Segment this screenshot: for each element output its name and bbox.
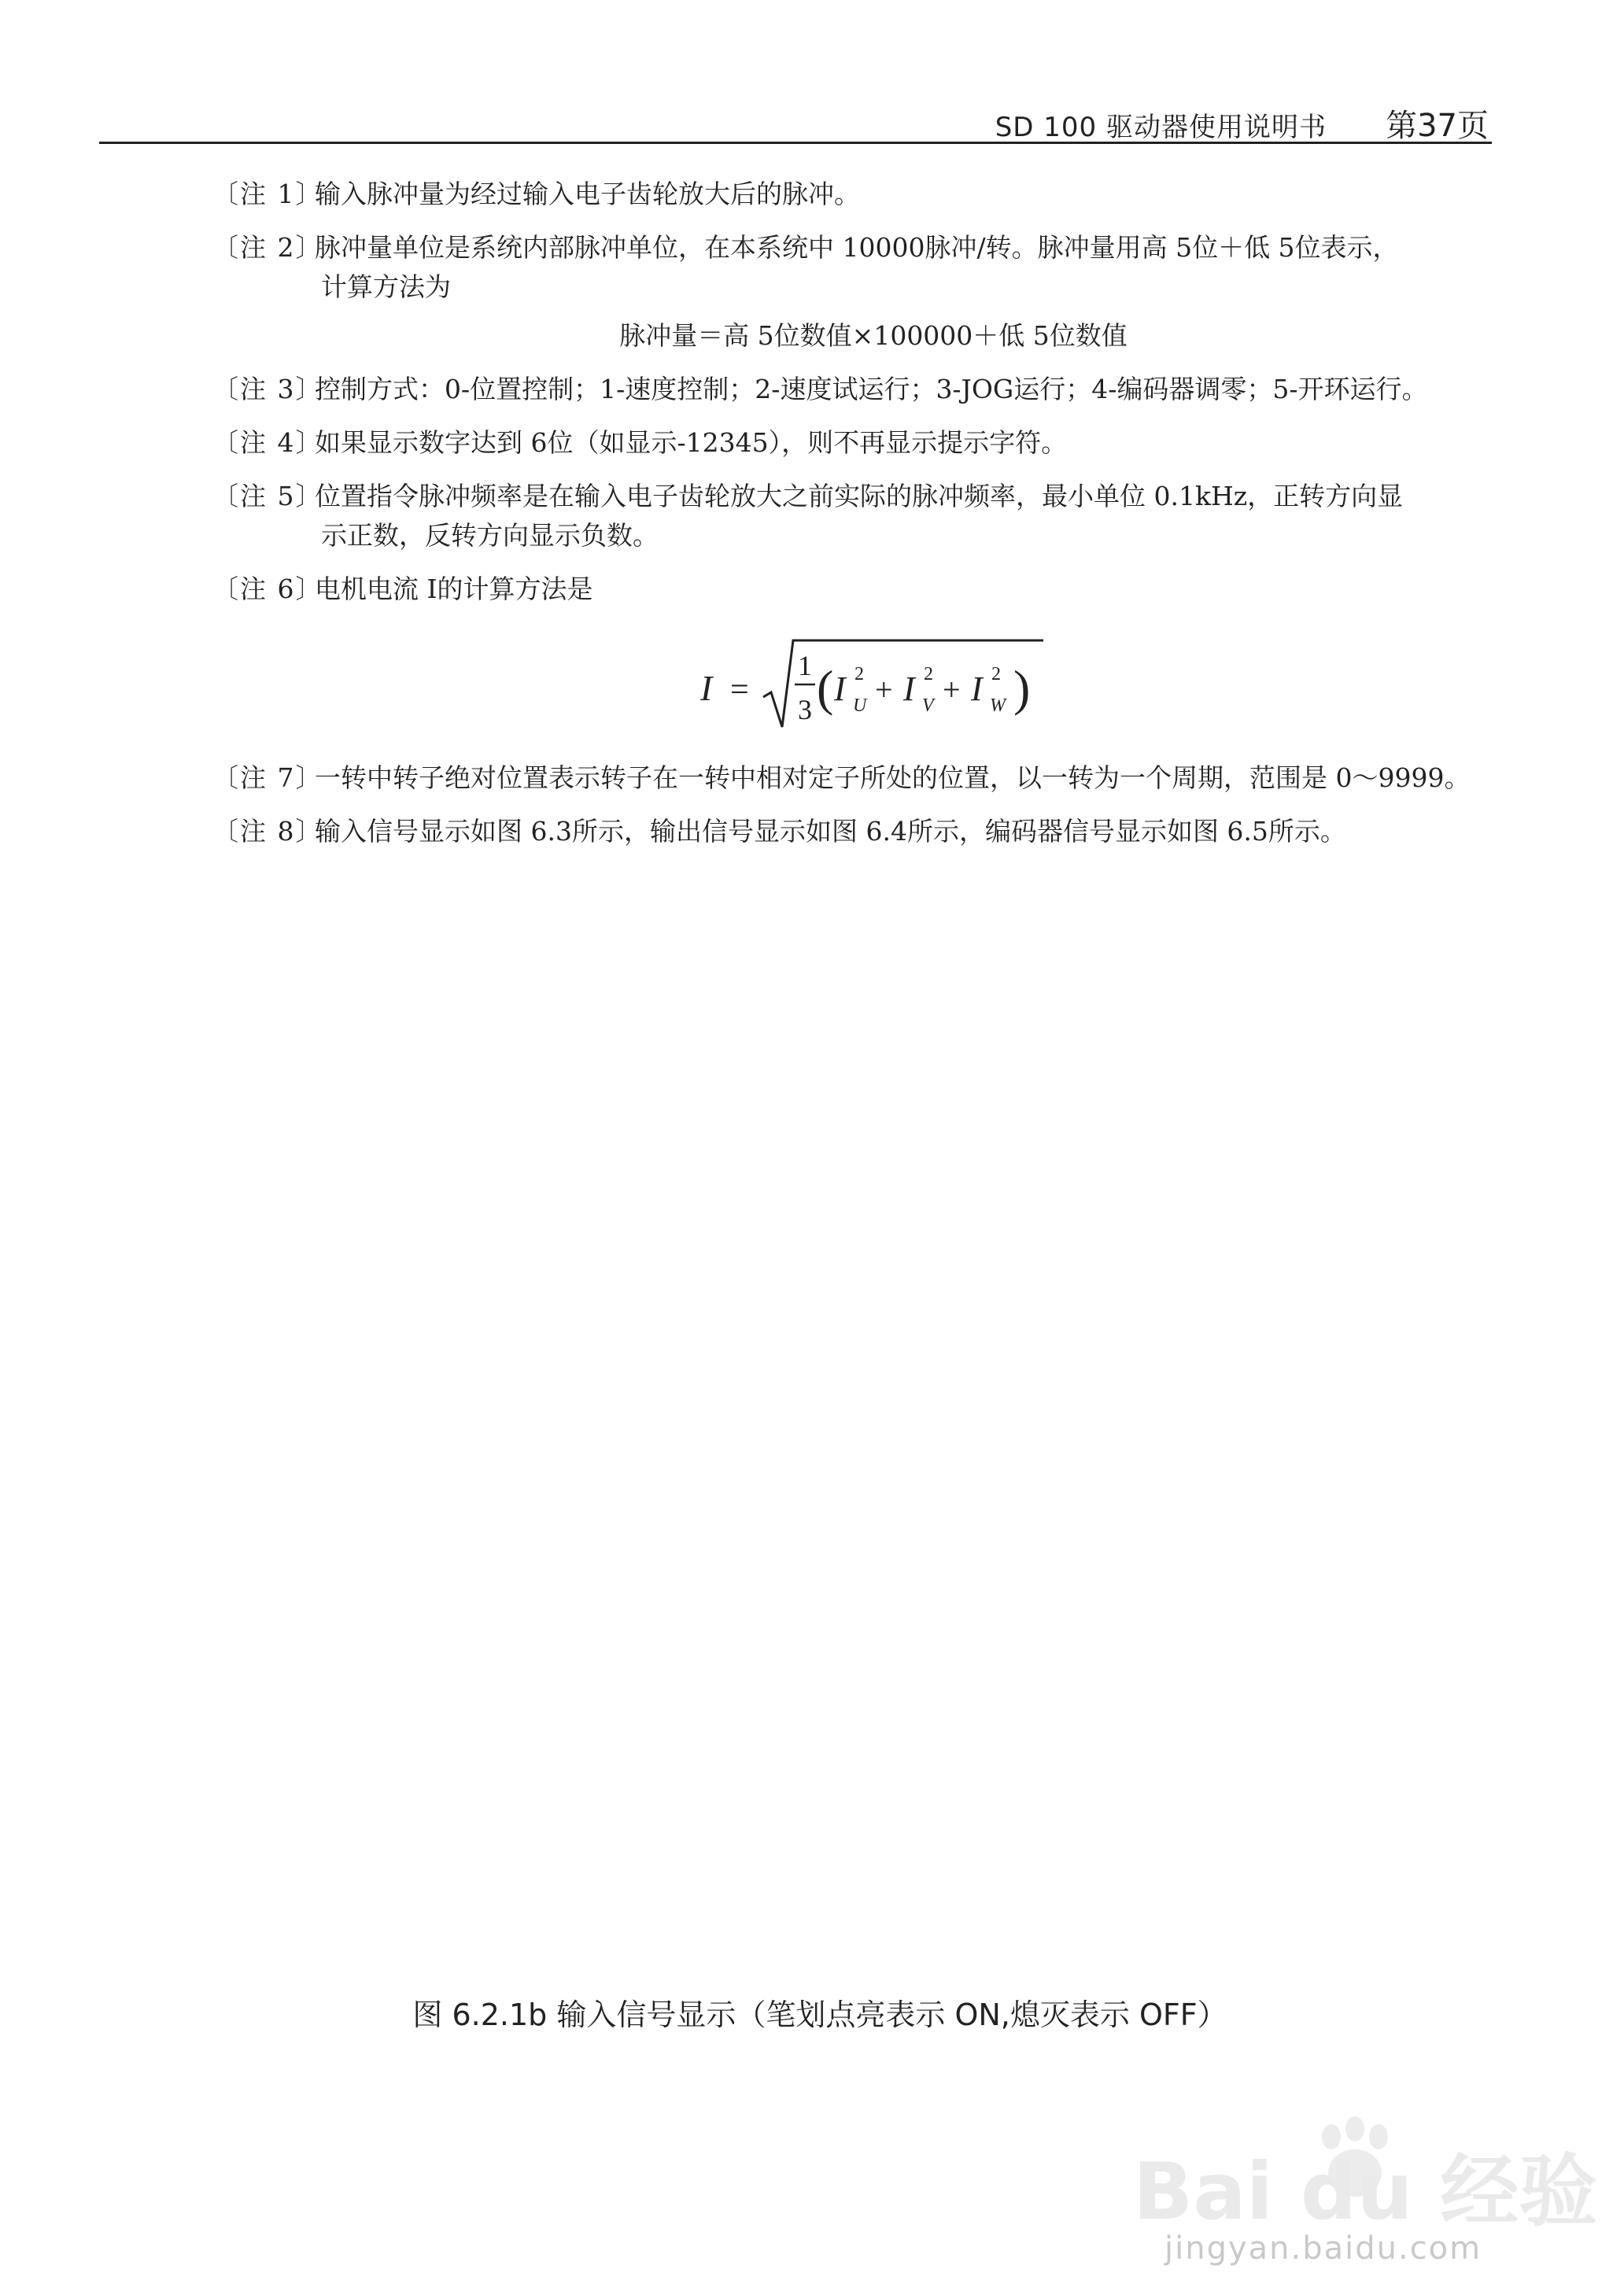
- term-iu: I: [834, 670, 846, 708]
- formula-lhs: I: [700, 668, 713, 708]
- notes-section: [212, 175, 1519, 865]
- note-label: 〔注 4〕: [212, 427, 323, 458]
- note-text: 脉冲量单位是系统内部脉冲单位，在本系统中 10000脉冲/转。脉冲量用高 5位＋低 5位表示，: [315, 232, 1399, 263]
- note-text: 输入脉冲量为经过输入电子齿轮放大后的脉冲。: [315, 179, 860, 209]
- current-formula: [212, 623, 1519, 741]
- note-2: [212, 228, 1519, 307]
- note-label: 〔注 2〕: [212, 232, 323, 263]
- watermark-brand: Bai du 经验: [1133, 2145, 1598, 2238]
- note-5: [212, 477, 1519, 555]
- current-formula-svg: [700, 623, 1046, 741]
- formula-equals: =: [730, 672, 749, 708]
- sup-u: 2: [854, 664, 864, 684]
- note-label: 〔注 3〕: [212, 374, 323, 404]
- note-text: 一转中转子绝对位置表示转子在一转中相对定子所处的位置，以一转为一个周期，范围是 0～9999。: [315, 762, 1471, 793]
- page-number: 第37页: [1386, 108, 1489, 144]
- pulse-formula: 脉冲量＝高 5位数值×100000＋低 5位数值: [619, 320, 1128, 351]
- note-label: 〔注 6〕: [212, 574, 323, 604]
- right-paren: ): [1013, 660, 1031, 716]
- left-paren: (: [817, 660, 834, 716]
- note-continuation: 示正数，反转方向显示负数。: [321, 520, 659, 551]
- term-iv: I: [903, 670, 915, 708]
- note-text: 电机电流 I的计算方法是: [315, 574, 593, 604]
- note-text: 位置指令脉冲频率是在输入电子齿轮放大之前实际的脉冲频率，最小单位 0.1kHz，正转方向显: [315, 481, 1404, 511]
- fraction-denominator: 3: [798, 694, 812, 725]
- manual-title: SD 100 驱动器使用说明书: [995, 112, 1327, 143]
- term-iw: I: [971, 670, 983, 708]
- note-continuation: 计算方法为: [321, 271, 451, 302]
- sub-w: W: [990, 695, 1006, 716]
- watermark-url: jingyan.baidu.com: [1164, 2230, 1482, 2267]
- sup-v: 2: [924, 664, 933, 684]
- sub-u: U: [853, 695, 867, 716]
- note-4: [212, 423, 1519, 463]
- note-1: [212, 175, 1519, 214]
- plus-1: +: [875, 672, 893, 707]
- plus-2: +: [943, 672, 961, 707]
- fraction-numerator: 1: [798, 650, 812, 681]
- sub-v: V: [922, 695, 934, 716]
- note-label: 〔注 1〕: [212, 179, 323, 209]
- figure-caption: 图 6.2.1b 输入信号显示（笔划点亮表示 ON,熄灭表示 OFF）: [412, 1998, 1227, 2032]
- note-label: 〔注 5〕: [212, 481, 323, 511]
- note-8: [212, 812, 1519, 851]
- note-text: 如果显示数字达到 6位（如显示-12345），则不再显示提示字符。: [315, 427, 1068, 458]
- sup-w: 2: [991, 664, 1001, 684]
- note-label: 〔注 7〕: [212, 762, 323, 793]
- note-label: 〔注 8〕: [212, 816, 323, 847]
- note-7: [212, 758, 1519, 798]
- page-header: [99, 102, 1492, 144]
- note-text: 输入信号显示如图 6.3所示，输出信号显示如图 6.4所示，编码器信号显示如图 6.5所示。: [315, 816, 1346, 847]
- note-text: 控制方式：0-位置控制；1-速度控制；2-速度试运行；3-JOG运行；4-编码器调零；5-开环运行。: [315, 374, 1428, 404]
- note-6: [212, 570, 1519, 609]
- note-3: [212, 370, 1519, 409]
